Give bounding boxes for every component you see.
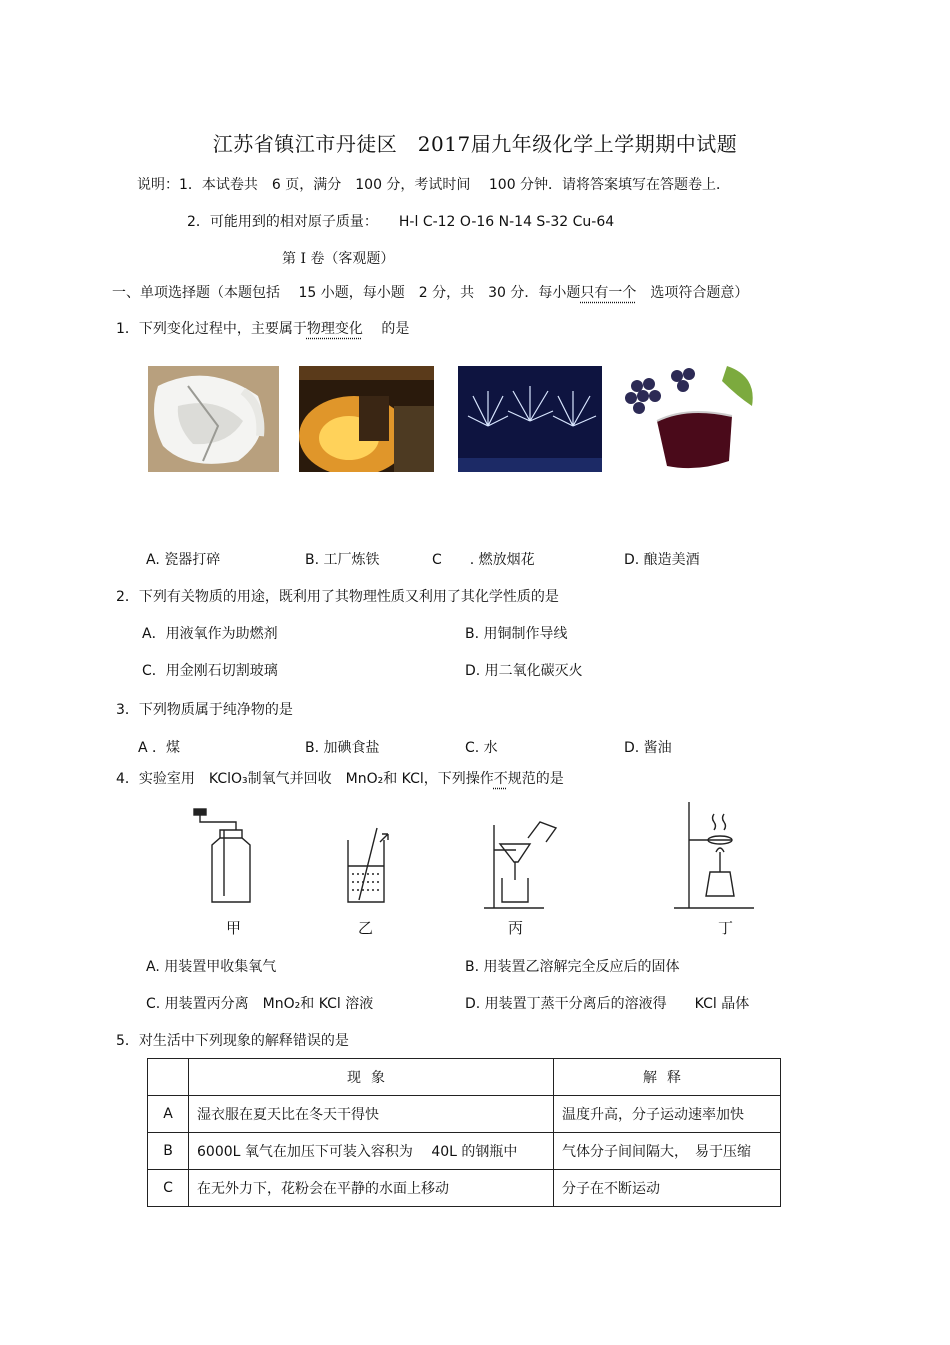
table-row (148, 1170, 781, 1207)
table-cell: C (148, 1170, 189, 1207)
question-1-stem (116, 318, 409, 338)
q3-option-d: D. 酱油 (624, 740, 672, 756)
section-heading-emphasis: 只有一个 (580, 285, 637, 301)
q3-option-b: B. 加碘食盐 (305, 740, 380, 756)
part-heading: 第 I 卷（客观题） (282, 251, 395, 267)
question-2-stem: 2．下列有关物质的用途，既利用了其物理性质又利用了其化学性质的是 (116, 589, 559, 605)
q4-option-c: C. 用装置丙分离 MnO₂和 KCl 溶液 (146, 996, 374, 1012)
table-header-row (148, 1059, 781, 1096)
section-heading-tail: 选项符合题意） (636, 285, 749, 301)
apparatus-label-ding: 丁 (718, 919, 734, 937)
apparatus-label-yi: 乙 (358, 919, 374, 937)
q1-stem-emphasis: 物理变化 (306, 321, 363, 337)
q4-stem-tail: 规范的是 (507, 771, 564, 787)
q2-option-b: B. 用铜制作导线 (465, 626, 568, 642)
q2-option-a: A．用液氧作为助燃剂 (142, 626, 278, 642)
iron-smelting-image (299, 366, 434, 472)
table-row (148, 1133, 781, 1170)
q1-option-d: D. 酿造美酒 (624, 552, 700, 568)
table-header-cell: 解释 (554, 1059, 781, 1096)
apparatus-label-bing: 丙 (508, 919, 524, 937)
table-cell: 分子在不断运动 (554, 1170, 781, 1207)
fireworks-image (458, 366, 602, 472)
q4-option-a: A. 用装置甲收集氧气 (146, 959, 277, 975)
table-cell: 湿衣服在夏天比在冬天干得快 (189, 1096, 554, 1133)
q2-option-d: D. 用二氧化碳灭火 (465, 663, 583, 679)
q3-option-c: C. 水 (465, 740, 498, 756)
table-header-cell (148, 1059, 189, 1096)
table-header-cell: 现象 (189, 1059, 554, 1096)
explanation-table (147, 1058, 781, 1207)
q1-stem-text: 1．下列变化过程中，主要属于 (116, 321, 307, 337)
lab-apparatus-figure (184, 800, 762, 936)
table-cell: 气体分子间间隔大， 易于压缩 (554, 1133, 781, 1170)
q1-option-c: C . 燃放烟花 (432, 552, 535, 568)
apparatus-label-jia: 甲 (226, 919, 242, 937)
table-cell: 温度升高，分子运动速率加快 (554, 1096, 781, 1133)
page-title: 江苏省镇江市丹徒区 2017届九年级化学上学期期中试题 (212, 132, 738, 156)
section-heading-text: 一、单项选择题（本题包括 15 小题，每小题 2 分，共 30 分．每小题 (112, 285, 581, 301)
table-cell: 6000L 氧气在加压下可装入容积为 40L 的钢瓶中 (189, 1133, 554, 1170)
instructions-note-2: 2．可能用到的相对原子质量： H-l C-12 O-16 N-14 S-32 Cu-64 (187, 214, 615, 230)
q3-option-a: A ．煤 (138, 740, 181, 756)
q4-option-d: D. 用装置丁蒸干分离后的溶液得 KCl 晶体 (465, 996, 750, 1012)
broken-porcelain-image (148, 366, 279, 472)
question-4-stem (116, 768, 564, 788)
table-cell: A (148, 1096, 189, 1133)
q4-stem-emphasis: 不 (493, 771, 508, 787)
table-cell: 在无外力下，花粉会在平静的水面上移动 (189, 1170, 554, 1207)
q1-option-a: A. 瓷器打碎 (146, 552, 221, 568)
instructions-note-1: 说明：1．本试卷共 6 页，满分 100 分，考试时间 100 分钟．请将答案填写在答题卷上． (137, 177, 731, 193)
table-cell: B (148, 1133, 189, 1170)
q4-option-b: B. 用装置乙溶解完全反应后的固体 (465, 959, 680, 975)
wine-grapes-image (617, 366, 760, 472)
q2-option-c: C．用金刚石切割玻璃 (142, 663, 278, 679)
question-3-stem: 3．下列物质属于纯净物的是 (116, 702, 293, 718)
question-5-stem: 5．对生活中下列现象的解释错误的是 (116, 1033, 349, 1049)
section-heading (112, 282, 748, 302)
q1-option-b: B. 工厂炼铁 (305, 552, 380, 568)
q1-stem-tail: 的是 (362, 321, 410, 337)
q4-stem-text: 4．实验室用 KClO₃制氧气并回收 MnO₂和 KCl，下列操作 (116, 771, 494, 787)
table-row (148, 1096, 781, 1133)
